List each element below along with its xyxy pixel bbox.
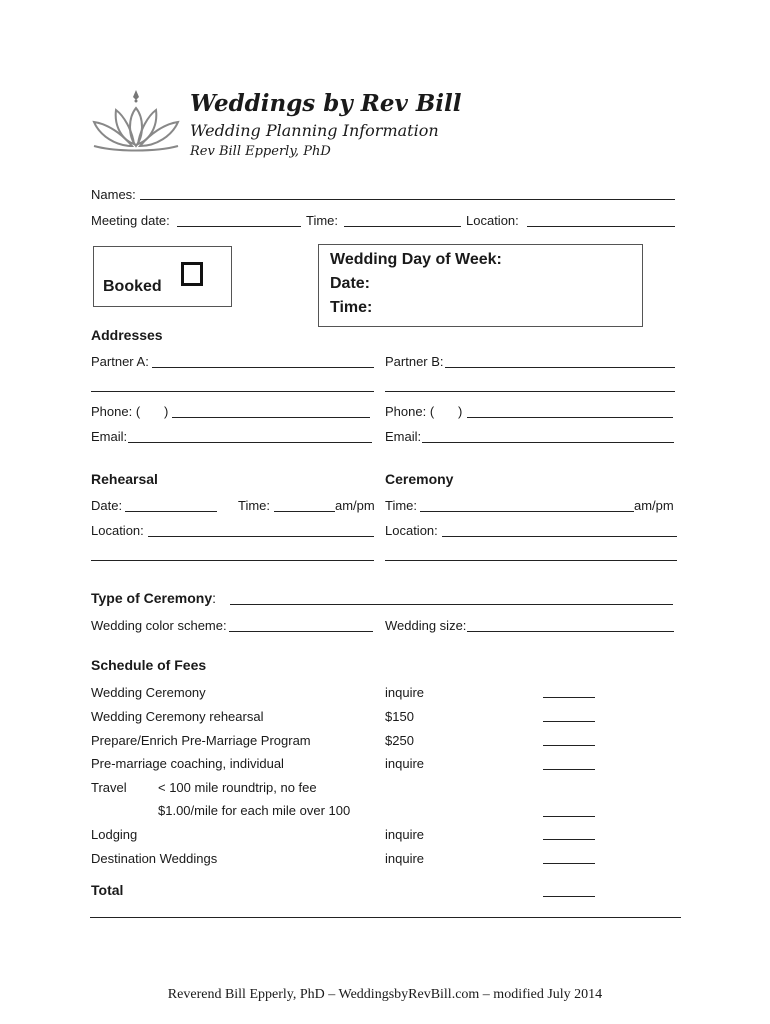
type-of-ceremony-text: Type of Ceremony — [91, 590, 213, 606]
rehearsal-time-label: Time: — [238, 498, 271, 513]
phone-a-close: ) — [164, 404, 169, 419]
color-scheme-field[interactable] — [229, 631, 373, 632]
page-title: Weddings by Rev Bill — [190, 90, 462, 117]
email-b-field[interactable] — [422, 442, 674, 443]
destination-price: inquire — [385, 851, 425, 866]
meeting-date-label: Meeting date: — [91, 213, 170, 228]
rehearsal-ampm: am/pm — [335, 498, 375, 513]
meeting-time-label: Time: — [306, 213, 339, 228]
rehearsal-heading: Rehearsal — [91, 471, 158, 487]
email-a-label: Email: — [91, 429, 128, 444]
rehearsal-time-field[interactable] — [274, 511, 335, 512]
type-of-ceremony-label — [91, 590, 216, 606]
fee-amount-field[interactable] — [543, 697, 595, 698]
wedding-date-label: Date: — [330, 275, 371, 292]
total-amount-field[interactable] — [543, 896, 595, 897]
rehearsal-date-label: Date: — [91, 498, 123, 513]
lodging-amount-field[interactable] — [543, 839, 595, 840]
page-footer: Reverend Bill Epperly, PhD – WeddingsbyRevBill.com – modified July 2014 — [167, 987, 603, 1002]
fee-item: Wedding Ceremony rehearsal — [91, 709, 264, 724]
fee-price: inquire — [385, 756, 425, 771]
phone-b-close: ) — [458, 404, 463, 419]
partner-b-label: Partner B: — [385, 354, 444, 369]
email-a-field[interactable] — [128, 442, 372, 443]
wedding-size-label: Wedding size: — [385, 618, 467, 633]
fee-amount-field[interactable] — [543, 745, 595, 746]
destination-amount-field[interactable] — [543, 863, 595, 864]
travel-line-2: $1.00/mile for each mile over 100 — [158, 803, 351, 818]
destination-label: Destination Weddings — [91, 851, 218, 866]
phone-a-label: Phone: ( — [91, 404, 141, 419]
travel-line-1: < 100 mile roundtrip, no fee — [158, 780, 317, 795]
fee-price: $250 — [385, 733, 414, 748]
wedding-time-label: Time: — [330, 299, 373, 316]
ceremony-time-field[interactable] — [420, 511, 634, 512]
meeting-location-label: Location: — [466, 213, 519, 228]
phone-b-label: Phone: ( — [385, 404, 435, 419]
wedding-day-of-week-label: Wedding Day of Week: — [330, 251, 502, 268]
ceremony-location-field[interactable] — [442, 536, 677, 537]
phone-b-field[interactable] — [467, 417, 673, 418]
wedding-size-field[interactable] — [467, 631, 674, 632]
type-of-ceremony-field[interactable] — [230, 604, 673, 605]
partner-a-address-line[interactable] — [91, 391, 374, 392]
rehearsal-location-line-2[interactable] — [91, 560, 374, 561]
ceremony-ampm: am/pm — [634, 498, 674, 513]
fee-amount-field[interactable] — [543, 769, 595, 770]
total-label: Total — [91, 882, 124, 898]
ceremony-location-line-2[interactable] — [385, 560, 677, 561]
travel-label: Travel — [91, 780, 127, 795]
booked-label: Booked — [103, 278, 162, 295]
fee-item: Pre-marriage coaching, individual — [91, 756, 284, 771]
type-of-ceremony-colon: : — [212, 590, 216, 606]
fee-price: $150 — [385, 709, 414, 724]
partner-a-field[interactable] — [152, 367, 374, 368]
rehearsal-date-field[interactable] — [125, 511, 217, 512]
names-label: Names: — [91, 187, 136, 202]
phone-a-field[interactable] — [172, 417, 370, 418]
page-subtitle: Wedding Planning Information — [190, 121, 439, 140]
color-scheme-label: Wedding color scheme: — [91, 618, 227, 633]
names-field[interactable] — [140, 199, 675, 200]
minister-name: Rev Bill Epperly, PhD — [190, 144, 331, 159]
partner-b-address-line[interactable] — [385, 391, 675, 392]
addresses-heading: Addresses — [91, 327, 163, 343]
travel-amount-field[interactable] — [543, 816, 595, 817]
booked-box — [93, 246, 232, 307]
rehearsal-location-label: Location: — [91, 523, 144, 538]
partner-b-field[interactable] — [445, 367, 675, 368]
ceremony-time-label: Time: — [385, 498, 418, 513]
lodging-price: inquire — [385, 827, 425, 842]
booked-checkbox[interactable] — [181, 262, 203, 286]
lodging-label: Lodging — [91, 827, 138, 842]
ceremony-location-label: Location: — [385, 523, 438, 538]
fee-item: Wedding Ceremony — [91, 685, 206, 700]
meeting-location-field[interactable] — [527, 226, 675, 227]
fee-item: Prepare/Enrich Pre-Marriage Program — [91, 733, 311, 748]
ceremony-heading: Ceremony — [385, 471, 454, 487]
email-b-label: Email: — [385, 429, 422, 444]
fees-heading: Schedule of Fees — [91, 657, 207, 673]
rehearsal-location-field[interactable] — [148, 536, 374, 537]
lotus-logo — [86, 86, 186, 156]
fee-amount-field[interactable] — [543, 721, 595, 722]
partner-a-label: Partner A: — [91, 354, 149, 369]
bottom-divider — [90, 917, 681, 918]
meeting-time-field[interactable] — [344, 226, 461, 227]
meeting-date-field[interactable] — [177, 226, 301, 227]
fee-price: inquire — [385, 685, 425, 700]
